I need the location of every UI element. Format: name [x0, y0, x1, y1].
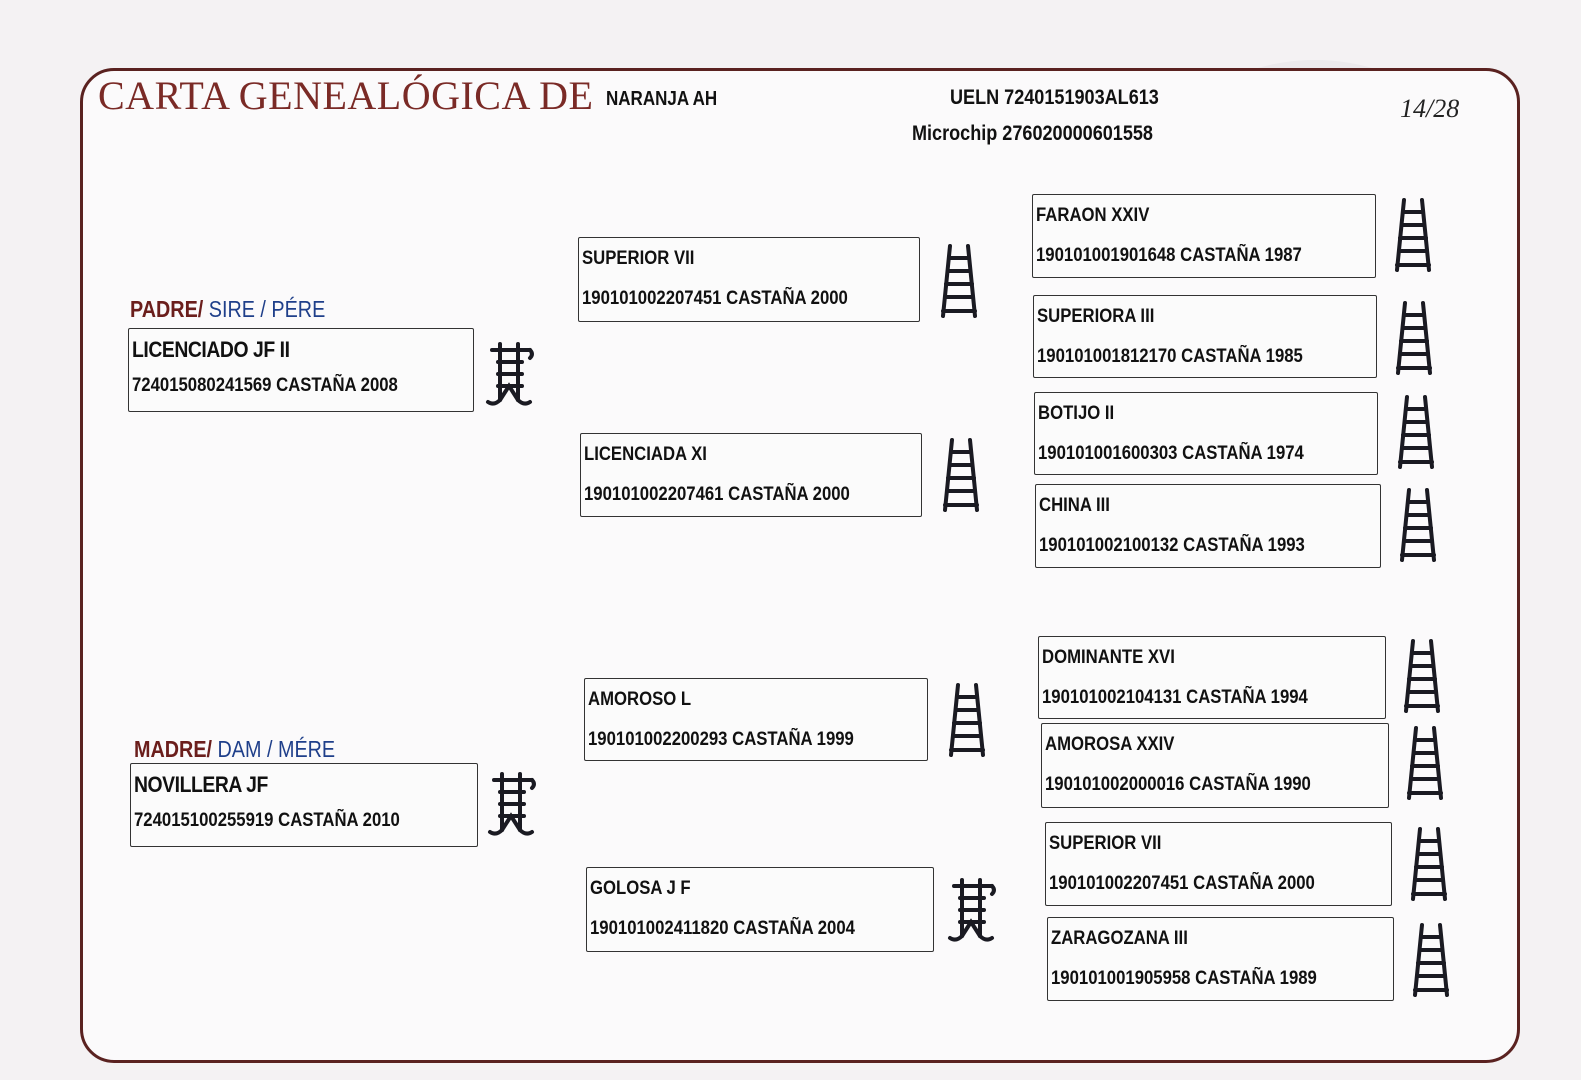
- jf-brand-icon: [484, 340, 536, 410]
- horse-name: NARANJA AH: [606, 88, 718, 110]
- grandparent-box: SUPERIOR VII 190101002207451 CASTAÑA 2000: [578, 237, 920, 322]
- great-grandparent-box: AMOROSA XXIV 190101002000016 CASTAÑA 1990: [1041, 723, 1389, 808]
- jf-brand-icon: [486, 770, 538, 840]
- great-grandparent-box: SUPERIOR VII 190101002207451 CASTAÑA 2000: [1045, 822, 1392, 906]
- dam-registration: 724015100255919 CASTAÑA 2010: [134, 810, 400, 831]
- ladder-brand-icon: [1395, 394, 1437, 470]
- sire-role-label: PADRE/ SIRE / PÉRE: [130, 296, 326, 322]
- great-grandparent-box: SUPERIORA III 190101001812170 CASTAÑA 1985: [1033, 295, 1377, 378]
- sire-registration: 724015080241569 CASTAÑA 2008: [132, 375, 398, 396]
- ladder-brand-icon: [940, 437, 982, 513]
- dam-role-label: MADRE/ DAM / MÉRE: [134, 736, 336, 762]
- great-grandparent-box: BOTIJO II 190101001600303 CASTAÑA 1974: [1034, 392, 1378, 475]
- great-grandparent-box: DOMINANTE XVI 190101002104131 CASTAÑA 1994: [1038, 636, 1386, 719]
- ladder-brand-icon: [938, 243, 980, 319]
- grandparent-box: GOLOSA J F 190101002411820 CASTAÑA 2004: [586, 867, 934, 952]
- ladder-brand-icon: [1401, 638, 1443, 714]
- microchip-number: Microchip 276020000601558: [912, 122, 1153, 145]
- ladder-brand-icon: [1410, 922, 1452, 998]
- ladder-brand-icon: [1393, 300, 1435, 376]
- great-grandparent-box: FARAON XXIV 190101001901648 CASTAÑA 1987: [1032, 194, 1376, 278]
- sire-box: [128, 328, 474, 412]
- ladder-brand-icon: [1397, 487, 1439, 563]
- sire-name: LICENCIADO JF II: [132, 337, 290, 362]
- ueln-number: UELN 7240151903AL613: [950, 86, 1159, 109]
- dam-box: [130, 763, 478, 847]
- ladder-brand-icon: [1392, 197, 1434, 273]
- ladder-brand-icon: [946, 682, 988, 758]
- dam-name: NOVILLERA JF: [134, 772, 268, 797]
- ladder-brand-icon: [1408, 826, 1450, 902]
- ladder-brand-icon: [1404, 725, 1446, 801]
- great-grandparent-box: ZARAGOZANA III 190101001905958 CASTAÑA 1989: [1047, 917, 1394, 1001]
- jf-brand-icon: [946, 876, 998, 946]
- document-title: CARTA GENEALÓGICA DE: [98, 73, 594, 118]
- great-grandparent-box: CHINA III 190101002100132 CASTAÑA 1993: [1035, 484, 1381, 568]
- page-number: 14/28: [1400, 94, 1460, 123]
- grandparent-box: LICENCIADA XI 190101002207461 CASTAÑA 2000: [580, 433, 922, 517]
- grandparent-box: AMOROSO L 190101002200293 CASTAÑA 1999: [584, 678, 928, 761]
